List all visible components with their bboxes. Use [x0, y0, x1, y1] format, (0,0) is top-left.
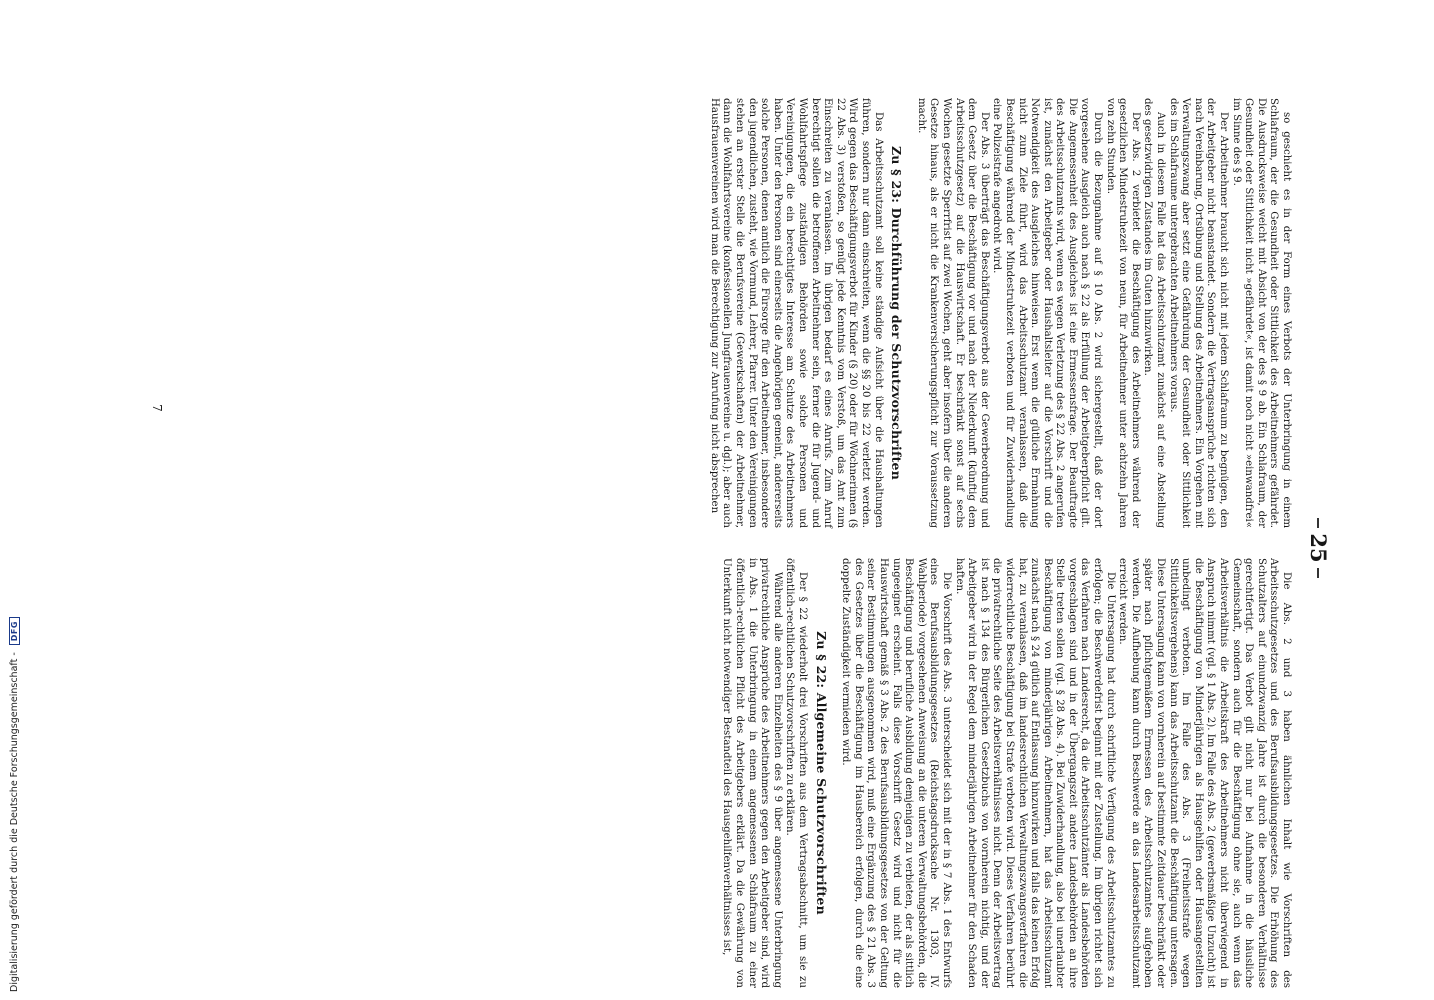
- paragraph: Die Vorschrift des Abs. 3 unterscheidet sich mit der in § 7 Abs. 1 des Entwurfs eines Berufsausbildungsgesetzes (Reichstagsdrucksache Nr. 1303, IV. Wahlperiode) vorgesehenen Anweisung an die unteren Verwaltungsbehörden, die Beschäftigung und berufliche Ausbildung demjenigen zu verbieten, der als sittlich ungeeignet erscheint. Falls diese Vorschrift Gesetz wird und nicht für die Hauswirtschaft gemäß § 3 Abs. 2 des Berufsausbildungsgesetzes von der Geltung seiner Bestimmungen ausgenommen wird, muß eine Ergänzung des § 21 Abs. 3 des Gesetzes über die Beschäftigung im Hausbereich erfolgen, durch die eine doppelte Zuständigkeit vermieden wird.: [840, 558, 952, 988]
- page-header: [1302, 98, 1334, 998]
- paragraph: Auch in diesem Falle hat das Arbeitsschutzamt zunächst auf eine Abstellung des gesetzwidrigen Zustandes im Guten hinzuwirken.: [1142, 98, 1167, 528]
- digitization-strip: [0, 0, 18, 1000]
- page-number: 25: [1306, 533, 1331, 563]
- paragraph: Durch die Bezugnahme auf § 10 Abs. 2 wird sichergestellt, daß der dort vorgesehene Ausgleich auch nach § 22 als Erfüllung der Arbeitgeberpflicht gilt. Die Angemessenheit des Ausgleiches ist eine Ermessensfrage. Der Beauftragte des Arbeitsschutzamts wird, wenn es wegen Verletzung des § 22 Abs. 2 angerufen ist, zunächst den Arbeitgeber oder Haushaltsleiter auf die Vorschrift und die Notwendigkeit des Ausgleiches hinweisen. Erst wenn die gütliche Ermahnung nicht zum Ziele führt, wird das Arbeitsschutzamt veranlassen, daß die Beschäftigung während der Mindestruhezeit verboten und für Zuwiderhandlung eine Polizeistrafe angedroht wird.: [991, 98, 1104, 528]
- paragraph: Der Abs. 3 überträgt das Beschäftigungsverbot aus der Gewerbeordnung und dem Gesetz über die Beschäftigung vor und nach der Niederkunft (künftig dem Arbeitsschutzgesetz) auf die Hauswirtschaft. Er beschränkt sonst auf sechs Wochen gesetzte Sperrfrist auf zwei Wochen, geht aber insofern über die anderen Gesetze hinaus, als er nicht die Krankenversicherungspflicht zur Voraussetzung macht.: [915, 98, 990, 528]
- paragraph: Das Arbeitsschutzamt soll keine ständige Aufsicht über die Haushaltungen führen, sondern nur dann einschreiten, wenn die §§ 20 bis 22 verletzt werden. Wird gegen das Beschäftigungsverbot für Kinder (§ 20) oder für Wöchnerinnen (§ 22 Abs. 3) verstoßen, so genügt jede Kenntnis vom Verstoß, um das Amt zum Einschreiten zu veranlassen. Im übrigen bedarf es eines Anrufs. Zum Anruf berechtigt sollen die betroffenen Arbeitnehmer sein, ferner die für Jugend- und Wohlfahrtspflege zuständigen Behörden sowie solche Personen und Vereinigungen, die ein berechtigtes Interesse am Schutze des Arbeitnehmers haben. Unter den Personen sind einerseits die Angehörigen gemeint, andererseits solche Personen, denen amtlich die Fürsorge für den Arbeitnehmer, insbesondere den jugendlichen, zusteht, wie Vormund, Lehrer, Pfarrer. Unter den Vereinigungen stehen an erster Stelle die Berufsvereine (Gewerkschaften) der Arbeitnehmer, dann die Wohlfahrtsvereine (konfessionellen Jungfrauenvereine u. dgl.); aber auch Hausfrauenvereinen wird man die Berechtigung zur Anrufung nicht absprechen: [708, 98, 884, 528]
- scanned-page: [109, 98, 1334, 998]
- left-column: [707, 98, 1292, 528]
- right-column: [720, 558, 1292, 988]
- paragraph: Die Untersagung hat durch schriftliche Verfügung des Arbeitsschutzamtes zu erfolgen; die Beschwerdefrist beginnt mit der Zustellung. Im übrigen richtet sich das Verfahren nach Landesrecht, da die Arbeitsschutzämter als Landesbehörden vorgeschlagen sind und in der Übergangszeit andere Landesbehörden an ihre Stelle treten sollen (vgl. § 28 Abs. 4). Bei Zuwiderhandlung, also bei unerlaubter Beschäftigung von minderjährigen Arbeitnehmern, hat das Arbeitsschutzamt zunächst nach § 24 gütlich auf Entlassung hinzuwirken und falls das keinen Erfolg hat, zu veranlassen, daß im landesrechtlichen Verwaltungszwangsverfahren die widerrechtliche Beschäftigung bei Strafe verboten wird. Dieses Verfahren berührt die privatrechtliche Seite des Arbeitsverhältnisses nicht. Denn der Arbeitsvertrag ist nach § 134 des Bürgerlichen Gesetzbuchs von vornherein nichtig, und der Arbeitgeber wird in der Regel dem minderjährigen Arbeitnehmer für den Schaden haften.: [953, 558, 1116, 988]
- paragraph: Die Abs. 2 und 3 haben ähnlichen Inhalt wie Vorschriften des Arbeitsschutzgesetzes und des Berufsausbildungsgesetzes. Die Erhöhung des Schutzalters auf einundzwanzig Jahre ist durch die besonderen Verhältnisse gerechtfertigt. Das Verbot gilt nicht nur bei Aufnahme in die häusliche Gemeinschaft, sondern auch für die Beschäftigung ohne sie, auch wenn das Arbeitsverhältnis die Arbeitskraft des Arbeitnehmers nicht überwiegend in Anspruch nimmt (vgl. § 1 Abs. 2). Im Falle des Abs. 2 (gewerbsmäßige Unzucht) ist die Beschäftigung von Minderjährigen als Hausgehilfen oder Hausangestellten unbedingt verboten. Im Falle des Abs. 3 (Freiheitsstrafe wegen Sittlichkeitsvergehens) kann das Arbeitsschutzamt die Beschäftigung untersagen. Diese Untersagung kann von vornherein auf bestimmte Zeitdauer beschränkt oder später nach pflichtgemäßem Ermessen des Arbeitsschutzamtes aufgehoben werden. Die Aufhebung kann durch Beschwerde an das Landesarbeitsschutzamt erreicht werden.: [1117, 558, 1292, 988]
- dfg-logo: DFG: [9, 617, 20, 645]
- digitization-text: Digitalisierung gefördert durch die Deutsche Forschungsgemeinschaft -: [9, 652, 20, 992]
- section-heading-s22: Zu § 22: Allgemeine Schutzvorschriften: [813, 631, 829, 915]
- paragraph: so geschieht es in der Form eines Verbots der Unterbringung in einem Schlafraum, der die Gesundheit oder Sittlichkeit des Arbeitnehmers gefährdet. Die Ausdrucksweise weicht mit Absicht von der des § 9 ab. Ein Schlafraum, der Gesundheit oder Sittlichkeit nicht »gefährdet«, ist damit noch nicht »einwandfrei« im Sinne des § 9.: [1230, 98, 1292, 528]
- paragraph: Der § 22 wiederholt drei Vorschriften aus dem Vertragsabschnitt, um sie zu öffentlich-rechtlichen Schutzvorschriften zu erklären.: [784, 558, 809, 988]
- section-heading-s23: Zu § 23: Durchführung der Schutzvorschriften: [889, 145, 905, 480]
- header-dash-right: [1317, 568, 1319, 578]
- paragraph: Während alle anderen Einzelheiten des § 9 über angemessene Unterbringung privatrechtliche Ansprüche des Arbeitnehmers gegen den Arbeitgeber sind, wird in Abs. 1 die Unterbringung in einem angemessenen Schlafraum zu einer öffentlich-rechtlichen Pflicht des Arbeitgebers erklärt. Da die Gewährung von Unterkunft nicht notwendiger Bestandteil des Hausgehilfenverhältnisses ist,: [721, 558, 783, 988]
- digitization-notice: [9, 617, 20, 992]
- paragraph: Der Arbeitnehmer braucht sich nicht mit jedem Schlafraum zu begnügen, den der Arbeitgeber nicht beanstandet. Sondern die Vertragsansprüche richten sich nach Vereinbarung, Ortsübung und Stellung des Arbeitnehmers. Ein Vorgehen mit Verwaltungszwang aber setzt eine Gefährdung der Gesundheit oder Sittlichkeit des im Schlafraume untergebrachten Arbeitnehmers voraus.: [1167, 98, 1230, 528]
- paragraph: Der Abs. 2 verbietet die Beschäftigung des Arbeitnehmers während der gesetzlichen Mindestruhezeit von neun, für Arbeitnehmer unter achtzehn Jahren von zehn Stunden.: [1104, 98, 1141, 528]
- signature-mark: 7: [150, 404, 164, 412]
